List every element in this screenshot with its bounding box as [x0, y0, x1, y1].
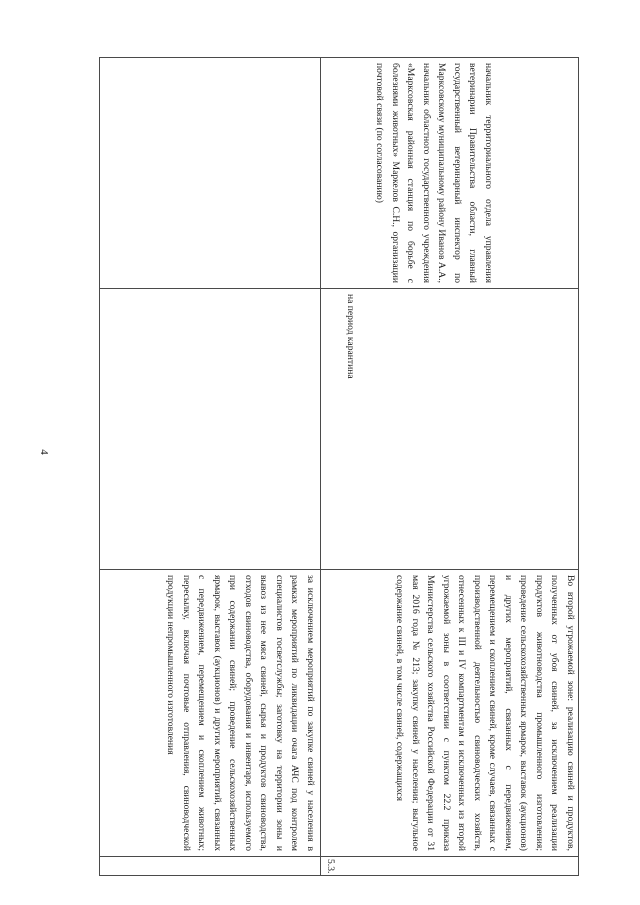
- row1-measure-text: за исключением мероприятий по закупке свиней у населения в рамках мероприятий по ликвидации очага АЧС под контролем специалистов госветслужбы; заготовку на территории зоны и вывоз из нее мяса свиней, сырья и продуктов свиноводства, отходов свиноводства, оборудования и инвентаря, используемого при содержании свиней; проведение сельскохозяйственных ярмарок, выставок (аукционов) и других мероприятий, связанных с передвижением, перемещением и скоплением животных; пересылку, включая почтовые отправления, свиноводческой продукции непромышленного изготовления: [165, 575, 316, 851]
- table-row-divider: [320, 57, 321, 876]
- table-column-divider-3: [99, 856, 579, 857]
- table-border-top: [99, 57, 579, 58]
- table-border-bottom: [99, 875, 579, 876]
- table-border-right: [578, 57, 579, 876]
- table-column-divider-2: [99, 569, 579, 570]
- table-border-left: [99, 57, 100, 876]
- table-column-divider-1: [99, 288, 579, 289]
- row2-responsible: начальник территориального отдела управления ветеринарии Правительства области, главный государственный ветеринарный инспектор по Марксовскому муниципальному району Иванов А.А., начальник областного государственного учреждения «Марксовская районная станция по борьбе с болезнями животных» Маркелов С.Н., организации почтовой связи (по согласованию): [374, 63, 494, 283]
- row2-number: 5.3.: [325, 859, 336, 874]
- row2-term: на период карантина: [345, 294, 356, 379]
- page-number: 4: [38, 449, 50, 455]
- row2-measure-text: Во второй угрожаемой зоне: реализацию свиней и продуктов, полученных от убоя свиней, за исключением реализации продуктов животноводства промышленного изготовления; проведение сельскохозяйственных ярмарок, выставок (аукционов) и других мероприятий, связанных с передвижением, перемещением и скоплением свиней, кроме случаев, связанных с производственной деятельностью свиноводческих хозяйств, отнесенных к III и IV компартментам и исключенных из второй угрожаемой зоны в соответствии с пунктом 22.2 приказа Министерства сельского хозяйства Российской Федерации от 31 мая 2016 года № 213; закупку свиней у населения; выгульное содержание свиней, в том числе свиней, содержащихся: [394, 575, 576, 851]
